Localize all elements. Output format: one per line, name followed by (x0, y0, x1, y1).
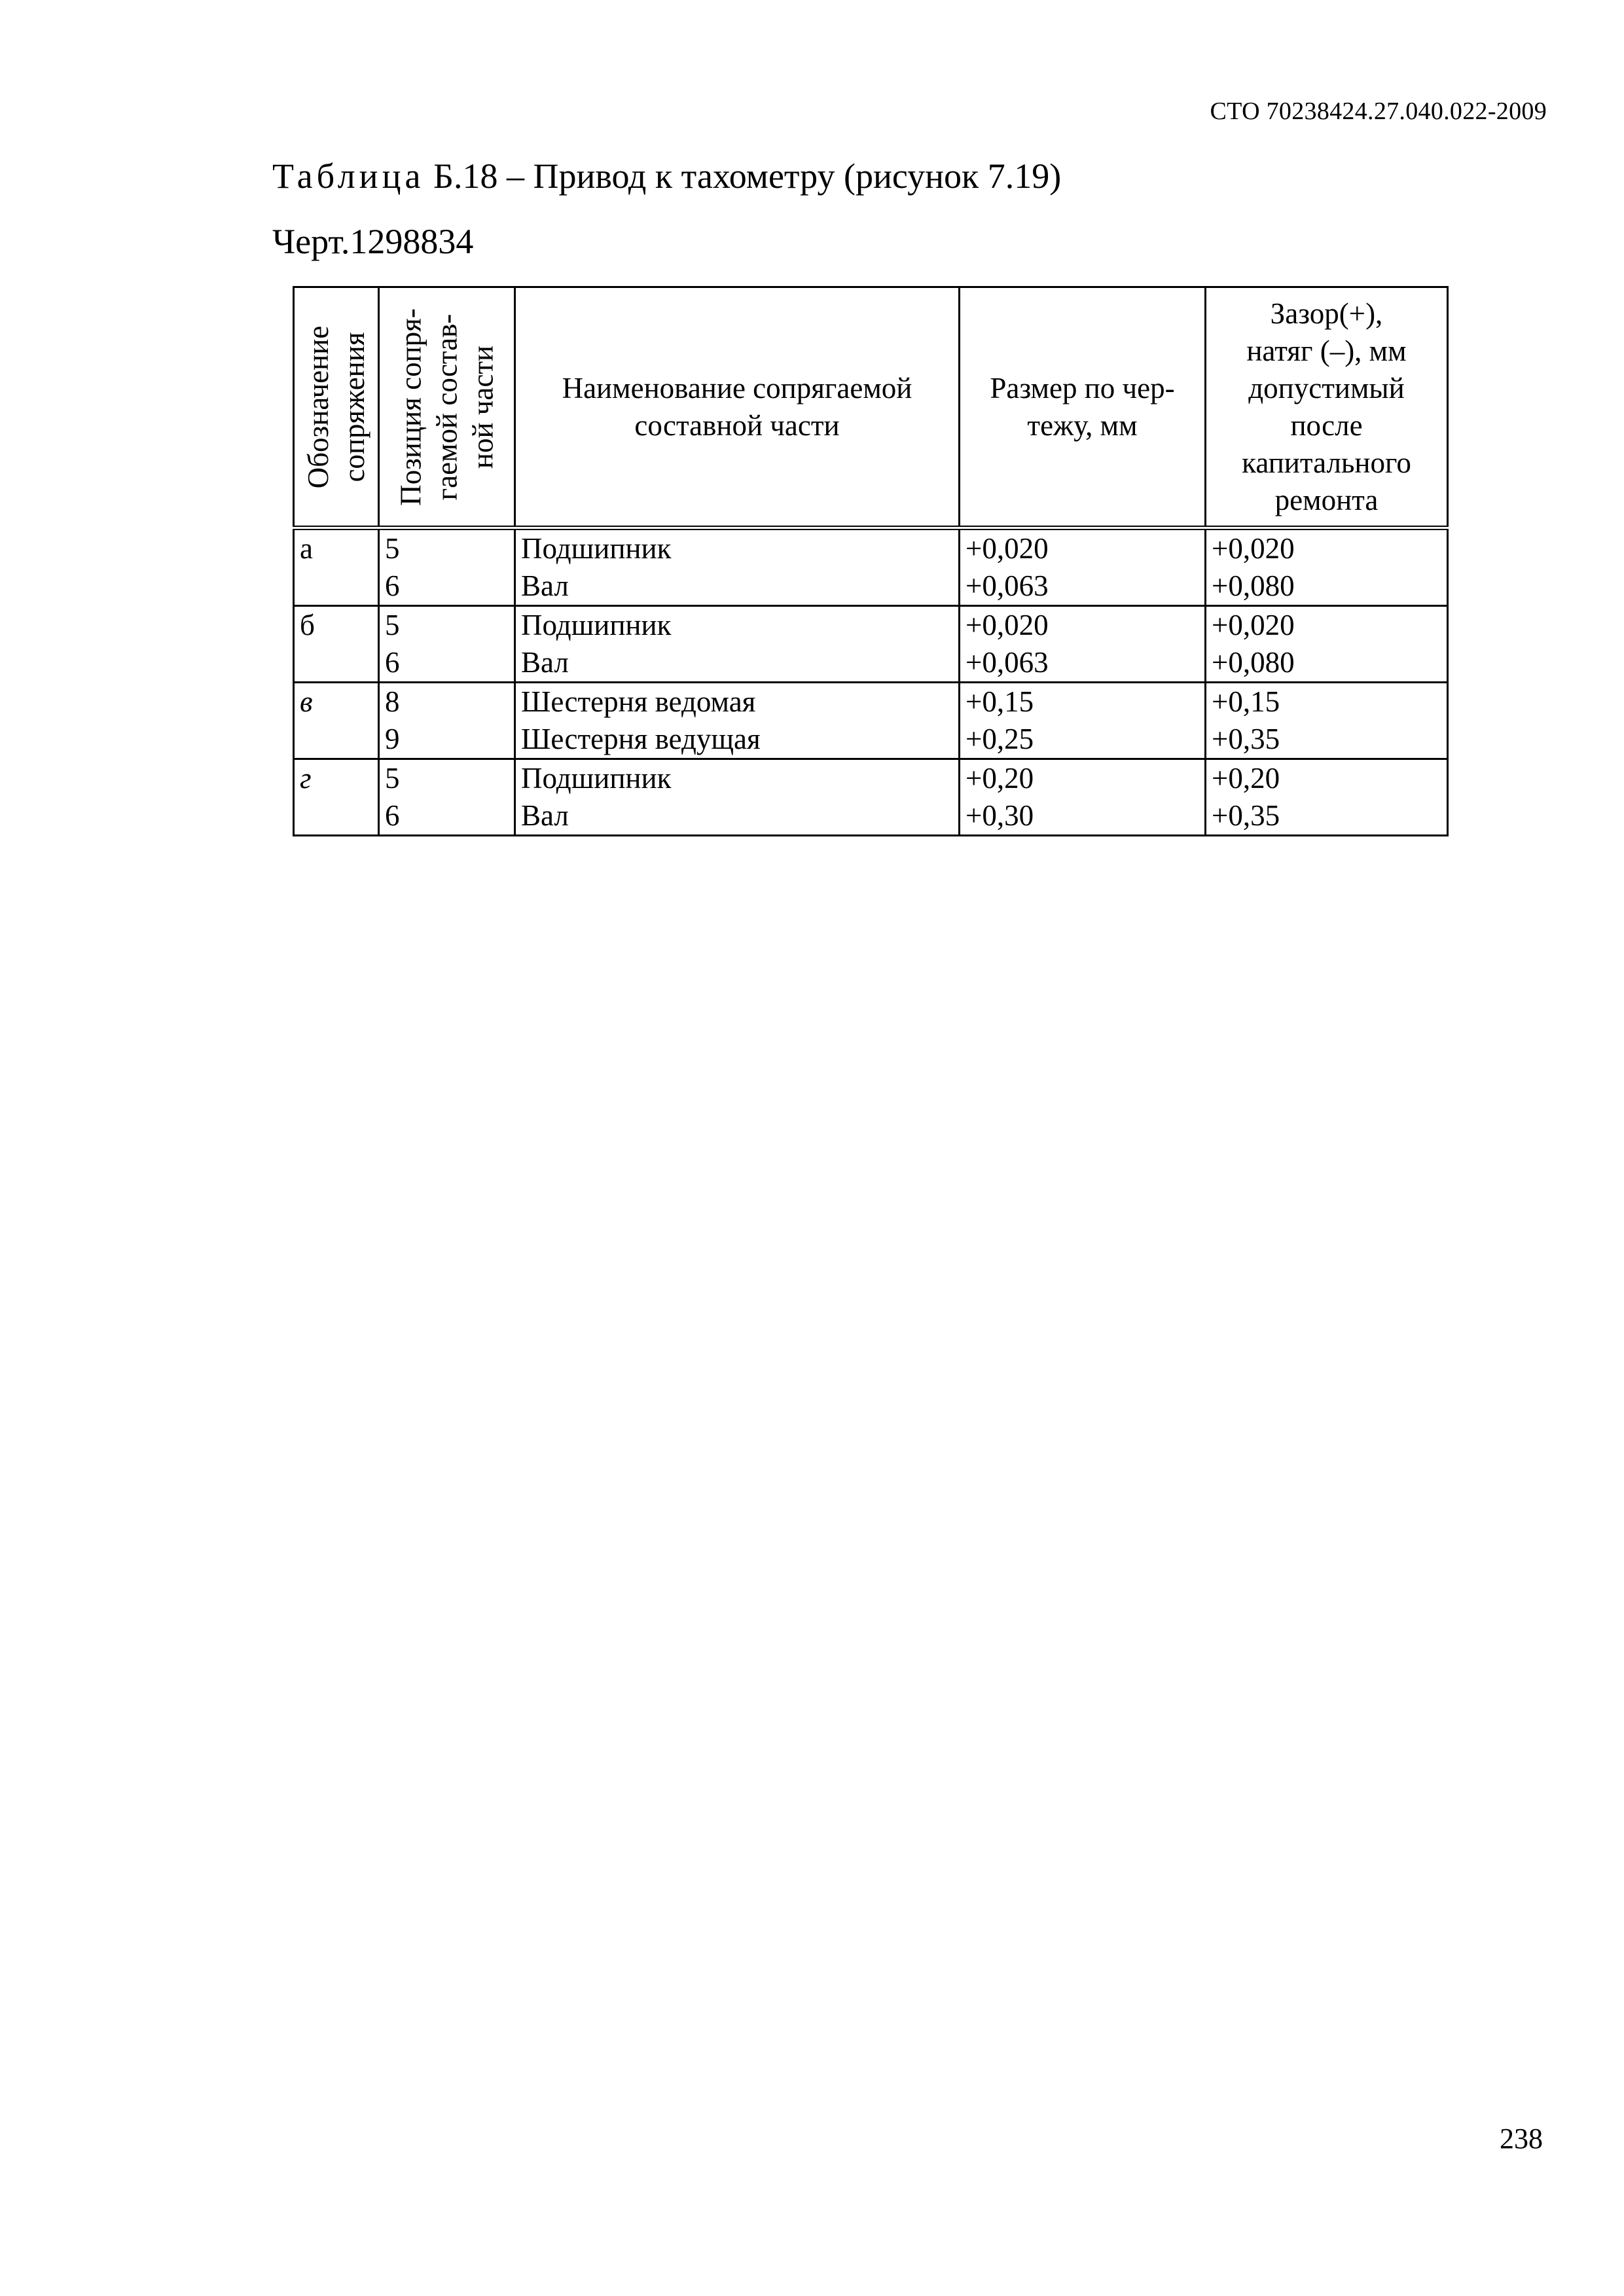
cell-name: Вал (515, 567, 960, 606)
cell-name: Вал (515, 797, 960, 836)
table-row (294, 644, 1448, 683)
header-designation (294, 287, 379, 528)
header-gap-line: ремонта (1274, 483, 1379, 516)
cell-name: Шестерня ведомая (515, 683, 960, 721)
cell-position: 6 (379, 797, 515, 836)
header-name (515, 287, 960, 528)
header-size-line: Размер по чер- (990, 371, 1175, 404)
cell-size: +0,063 (960, 644, 1206, 683)
cell-size: +0,30 (960, 797, 1206, 836)
header-designation-line: сопряжения (337, 331, 370, 482)
cell-designation: в (294, 683, 379, 721)
table-header-row (294, 287, 1448, 528)
cell-position: 9 (379, 721, 515, 759)
cell-designation (294, 797, 379, 836)
cell-name: Вал (515, 644, 960, 683)
cell-name: Подшипник (515, 759, 960, 798)
table-caption-text: Б.18 – Привод к тахометру (рисунок 7.19) (424, 156, 1062, 196)
cell-designation (294, 567, 379, 606)
cell-gap: +0,080 (1206, 644, 1448, 683)
cell-gap: +0,20 (1206, 759, 1448, 798)
table-caption-word: Таблица (272, 156, 425, 196)
header-size (960, 287, 1206, 528)
table-row (294, 567, 1448, 606)
cell-name: Шестерня ведущая (515, 721, 960, 759)
header-name-line: Наименование сопрягаемой (562, 371, 912, 404)
header-name-line: составной части (634, 408, 840, 442)
header-gap (1206, 287, 1448, 528)
cell-gap: +0,080 (1206, 567, 1448, 606)
cell-position: 5 (379, 528, 515, 568)
cell-gap: +0,35 (1206, 721, 1448, 759)
header-gap-line: допустимый (1248, 371, 1405, 404)
cell-size: +0,063 (960, 567, 1206, 606)
table-row (294, 683, 1448, 721)
drawing-number: Черт.1298834 (272, 222, 474, 261)
header-gap-line: натяг (–), мм (1246, 334, 1407, 367)
cell-name: Подшипник (515, 606, 960, 645)
cell-position: 8 (379, 683, 515, 721)
cell-size: +0,25 (960, 721, 1206, 759)
header-size-line: тежу, мм (1027, 408, 1138, 442)
cell-position: 5 (379, 606, 515, 645)
cell-designation: б (294, 606, 379, 645)
table-row (294, 759, 1448, 798)
cell-size: +0,020 (960, 606, 1206, 645)
cell-gap: +0,020 (1206, 528, 1448, 568)
header-gap-line: капитального (1242, 446, 1411, 479)
cell-position: 6 (379, 567, 515, 606)
table-row (294, 721, 1448, 759)
document-id: СТО 70238424.27.040.022-2009 (1210, 98, 1547, 125)
cell-designation (294, 644, 379, 683)
cell-position: 5 (379, 759, 515, 798)
header-position (379, 287, 515, 528)
header-position-line: гаемой состав- (430, 314, 463, 500)
table-caption (272, 156, 1061, 196)
cell-gap: +0,020 (1206, 606, 1448, 645)
cell-gap: +0,15 (1206, 683, 1448, 721)
header-position-line: Позиция сопря- (394, 308, 427, 506)
table-row (294, 606, 1448, 645)
cell-designation: а (294, 528, 379, 568)
table-row (294, 528, 1448, 568)
cell-size: +0,15 (960, 683, 1206, 721)
cell-size: +0,020 (960, 528, 1206, 568)
spec-table (293, 286, 1449, 836)
header-designation-line: Обозначение (301, 325, 334, 488)
header-gap-line: после (1290, 408, 1363, 442)
cell-position: 6 (379, 644, 515, 683)
table-row (294, 797, 1448, 836)
cell-size: +0,20 (960, 759, 1206, 798)
cell-designation (294, 721, 379, 759)
cell-name: Подшипник (515, 528, 960, 568)
page-number: 238 (1500, 2123, 1543, 2155)
cell-designation: г (294, 759, 379, 798)
header-gap-line: Зазор(+), (1270, 296, 1383, 330)
header-position-line: ной части (466, 345, 499, 469)
cell-gap: +0,35 (1206, 797, 1448, 836)
